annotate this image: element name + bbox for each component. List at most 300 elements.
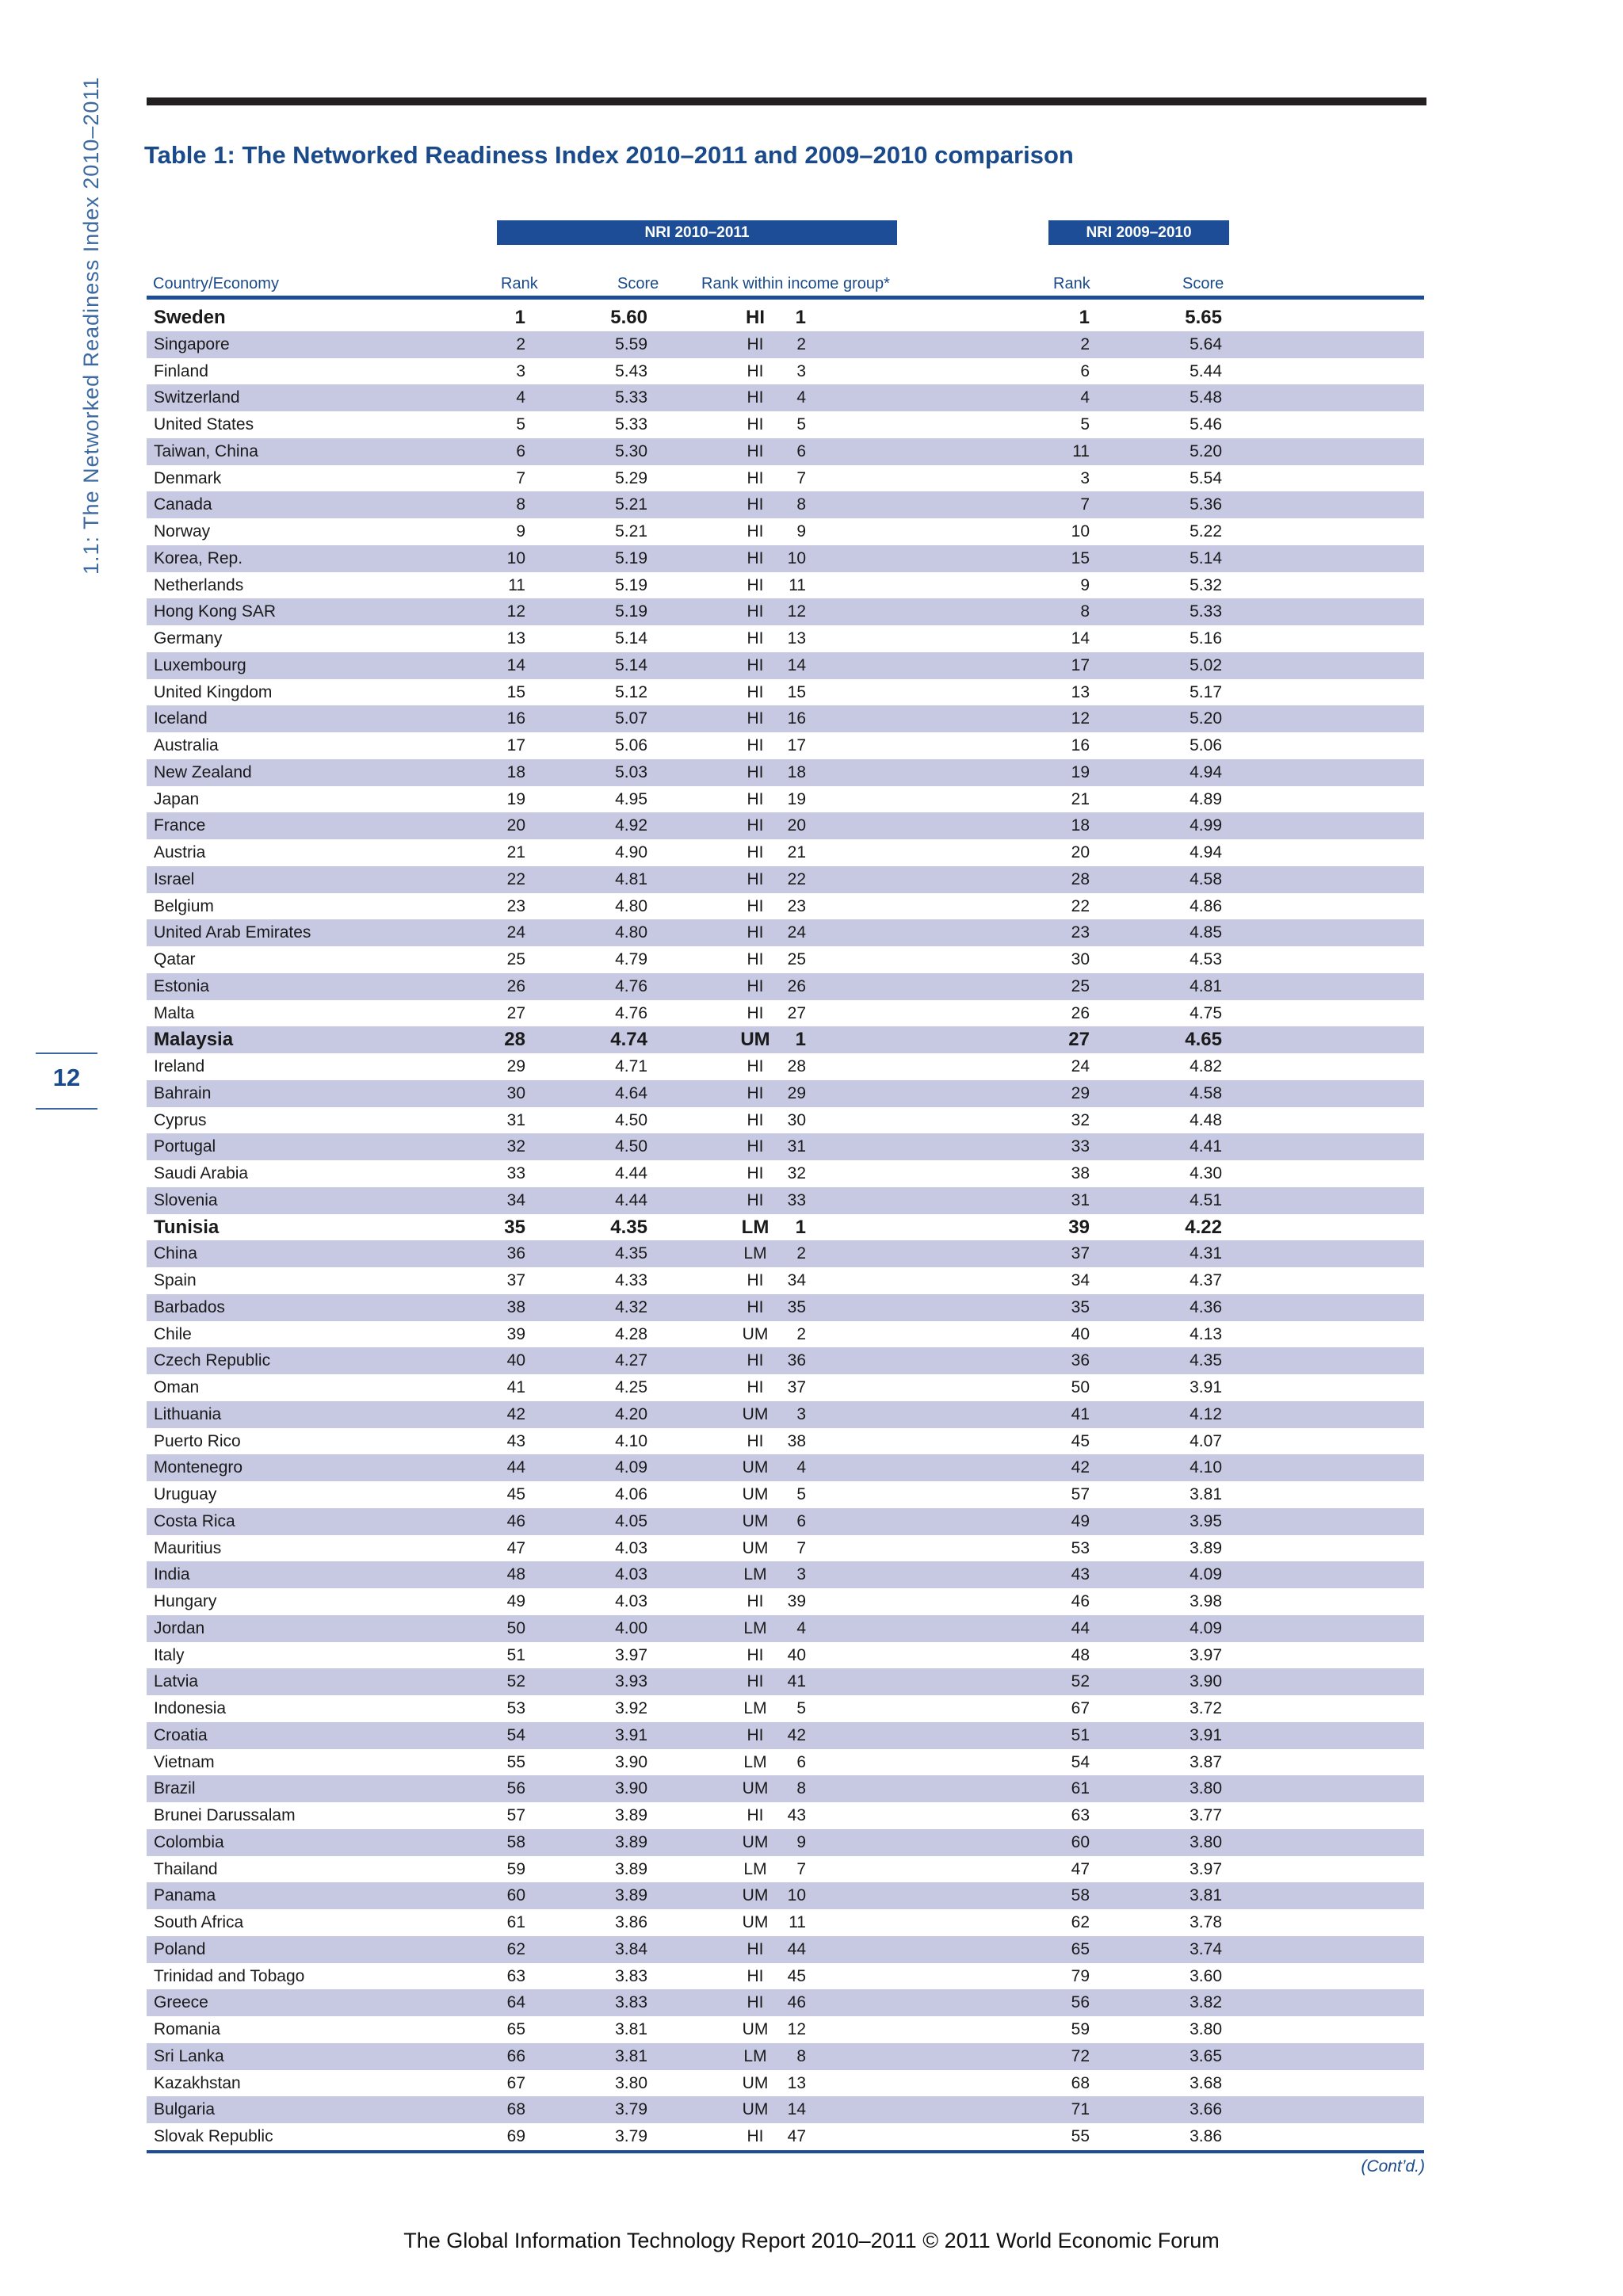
cell-country: Austria	[154, 843, 206, 861]
cell-prev-score: 5.32	[1190, 575, 1222, 594]
cell-prev-score: 3.77	[1190, 1806, 1222, 1824]
cell-income-group: HI	[747, 843, 764, 861]
cell-country: Malta	[154, 1003, 195, 1022]
table-row	[147, 331, 1424, 358]
cell-rank: 1	[514, 307, 525, 328]
cell-prev-score: 3.68	[1190, 2073, 1222, 2092]
cell-score: 5.19	[615, 548, 647, 567]
cell-score: 5.33	[615, 388, 647, 407]
cell-score: 3.79	[615, 2127, 647, 2145]
table-row	[147, 1668, 1424, 1695]
cell-score: 5.19	[615, 575, 647, 594]
cell-score: 5.14	[615, 629, 647, 648]
table-row	[147, 1053, 1424, 1080]
cell-income-group: UM	[742, 1538, 769, 1557]
cell-score: 4.03	[615, 1565, 647, 1584]
cell-prev-rank: 31	[1071, 1190, 1090, 1209]
cell-income-group: HI	[746, 307, 765, 328]
cell-prev-rank: 63	[1071, 1806, 1090, 1824]
cell-score: 4.74	[610, 1029, 647, 1051]
cell-rank: 35	[504, 1216, 525, 1238]
cell-prev-rank: 33	[1071, 1137, 1090, 1156]
footer: The Global Information Technology Report 2010–2011 © 2011 World Economic Forum	[403, 2229, 1220, 2252]
cell-income-group: UM	[742, 1404, 769, 1423]
cell-rank: 2	[516, 334, 525, 353]
cell-score: 3.93	[615, 1672, 647, 1691]
cell-group-rank: 47	[787, 2127, 806, 2145]
cell-score: 4.32	[615, 1297, 647, 1316]
cell-group-rank: 46	[787, 1993, 806, 2012]
cell-prev-score: 5.36	[1190, 495, 1222, 514]
cell-income-group: HI	[747, 950, 764, 968]
table-row	[147, 2123, 1424, 2150]
cell-prev-rank: 38	[1071, 1164, 1090, 1182]
table-row	[147, 1240, 1424, 1267]
table-row	[147, 866, 1424, 893]
cell-prev-score: 3.91	[1190, 1378, 1222, 1396]
cell-country: Brunei Darussalam	[154, 1806, 296, 1824]
cell-income-group: HI	[747, 896, 764, 915]
cell-country: Latvia	[154, 1672, 199, 1691]
cell-rank: 46	[506, 1511, 525, 1530]
cell-rank: 54	[506, 1725, 525, 1744]
cell-country: Switzerland	[154, 388, 240, 407]
cell-prev-score: 5.02	[1190, 655, 1222, 674]
cell-group-rank: 4	[796, 388, 806, 407]
cell-income-group: UM	[742, 2073, 769, 2092]
cell-country: Hong Kong SAR	[154, 602, 277, 621]
cell-prev-score: 3.66	[1190, 2100, 1222, 2119]
table-row	[147, 839, 1424, 866]
cell-rank: 17	[506, 736, 525, 755]
table-row	[147, 1374, 1424, 1401]
table-body	[147, 304, 1424, 2150]
cell-rank: 65	[506, 2020, 525, 2038]
cell-prev-score: 3.74	[1190, 1939, 1222, 1958]
cell-prev-rank: 29	[1071, 1083, 1090, 1102]
cell-prev-rank: 65	[1071, 1939, 1090, 1958]
cell-rank: 12	[506, 602, 525, 621]
cell-income-group: HI	[747, 361, 764, 380]
cell-prev-score: 5.14	[1190, 548, 1222, 567]
cell-score: 4.79	[615, 950, 647, 968]
table-row	[147, 1481, 1424, 1508]
cell-country: United Kingdom	[154, 682, 273, 701]
cell-income-group: HI	[747, 2127, 764, 2145]
cell-country: Slovenia	[154, 1190, 218, 1209]
cell-country: Bulgaria	[154, 2100, 216, 2119]
cell-income-group: HI	[747, 1645, 764, 1664]
cell-group-rank: 41	[787, 1672, 806, 1691]
cell-income-group: HI	[747, 575, 764, 594]
cell-income-group: HI	[747, 655, 764, 674]
cell-income-group: HI	[747, 1110, 764, 1129]
cell-prev-rank: 54	[1071, 1752, 1090, 1771]
cell-country: Uruguay	[154, 1485, 217, 1503]
table-row	[147, 572, 1424, 599]
cell-rank: 29	[506, 1057, 525, 1075]
cell-rank: 37	[506, 1271, 525, 1289]
cell-rank: 39	[506, 1324, 525, 1343]
cell-income-group: HI	[747, 682, 764, 701]
cell-country: Spain	[154, 1271, 197, 1289]
cell-rank: 60	[506, 1886, 525, 1905]
cell-country: United States	[154, 415, 254, 434]
cell-country: Iceland	[154, 709, 208, 728]
cell-rank: 27	[506, 1003, 525, 1022]
cell-rank: 20	[506, 816, 525, 835]
cell-prev-rank: 15	[1071, 548, 1090, 567]
cell-country: Puerto Rico	[154, 1431, 241, 1450]
cell-score: 3.79	[615, 2100, 647, 2119]
cell-prev-score: 4.85	[1190, 923, 1222, 942]
cell-income-group: UM	[742, 1324, 769, 1343]
cell-group-rank: 24	[787, 923, 806, 942]
cell-country: India	[154, 1565, 190, 1584]
table-row	[147, 1963, 1424, 1990]
cell-score: 4.33	[615, 1271, 647, 1289]
top-rule	[147, 97, 1426, 105]
cell-prev-rank: 41	[1071, 1404, 1090, 1423]
cell-income-group: UM	[742, 1779, 769, 1798]
cell-prev-rank: 32	[1071, 1110, 1090, 1129]
cell-income-group: HI	[747, 1190, 764, 1209]
cell-prev-rank: 55	[1071, 2127, 1090, 2145]
cell-prev-score: 4.65	[1185, 1029, 1222, 1051]
cell-country: United Arab Emirates	[154, 923, 311, 942]
cell-rank: 56	[506, 1779, 525, 1798]
cell-score: 3.89	[615, 1806, 647, 1824]
table-row	[147, 1695, 1424, 1722]
cell-country: Qatar	[154, 950, 196, 968]
cell-prev-rank: 25	[1071, 976, 1090, 995]
cell-country: Cyprus	[154, 1110, 207, 1129]
cell-group-rank: 9	[796, 522, 806, 541]
cell-group-rank: 4	[796, 1618, 806, 1637]
cell-prev-rank: 30	[1071, 950, 1090, 968]
cell-group-rank: 3	[796, 361, 806, 380]
cell-income-group: UM	[742, 1832, 769, 1851]
cell-country: Vietnam	[154, 1752, 215, 1771]
cell-country: Colombia	[154, 1832, 224, 1851]
cell-country: Chile	[154, 1324, 192, 1343]
cell-prev-score: 4.09	[1190, 1618, 1222, 1637]
table-row	[147, 2070, 1424, 2097]
cell-group-rank: 39	[787, 1592, 806, 1610]
cell-country: Germany	[154, 629, 223, 648]
cell-prev-rank: 7	[1080, 495, 1090, 514]
cell-country: Netherlands	[154, 575, 244, 594]
cell-rank: 31	[506, 1110, 525, 1129]
table-row	[147, 1829, 1424, 1856]
table-row	[147, 1160, 1424, 1187]
cell-rank: 67	[506, 2073, 525, 2092]
cell-group-rank: 2	[796, 1324, 806, 1343]
cell-prev-score: 5.46	[1190, 415, 1222, 434]
cell-rank: 44	[506, 1458, 525, 1477]
cell-country: Estonia	[154, 976, 210, 995]
cell-prev-score: 4.86	[1190, 896, 1222, 915]
cell-score: 3.90	[615, 1752, 647, 1771]
cell-prev-rank: 10	[1071, 522, 1090, 541]
cell-income-group: HI	[747, 789, 764, 808]
cell-group-rank: 12	[787, 602, 806, 621]
cell-income-group: UM	[742, 1511, 769, 1530]
cell-group-rank: 14	[787, 655, 806, 674]
cell-group-rank: 26	[787, 976, 806, 995]
cell-prev-rank: 67	[1071, 1699, 1090, 1717]
cell-rank: 4	[516, 388, 525, 407]
cell-prev-rank: 53	[1071, 1538, 1090, 1557]
cell-rank: 45	[506, 1485, 525, 1503]
cell-rank: 28	[504, 1029, 525, 1051]
cell-prev-score: 3.72	[1190, 1699, 1222, 1717]
table-row	[147, 1428, 1424, 1455]
cell-group-rank: 1	[795, 1216, 806, 1238]
header-prev-rank: Rank	[1053, 275, 1090, 292]
cell-rank: 19	[506, 789, 525, 808]
cell-score: 5.19	[615, 602, 647, 621]
cell-country: Romania	[154, 2020, 221, 2038]
table-row	[147, 1107, 1424, 1134]
cell-prev-rank: 11	[1072, 441, 1090, 460]
cell-prev-score: 4.89	[1190, 789, 1222, 808]
cell-prev-rank: 8	[1080, 602, 1090, 621]
cell-rank: 22	[506, 869, 525, 888]
cell-rank: 7	[516, 468, 525, 487]
cell-score: 4.50	[615, 1137, 647, 1156]
table-row	[147, 598, 1424, 625]
cell-rank: 33	[506, 1164, 525, 1182]
cell-prev-rank: 43	[1071, 1565, 1090, 1584]
cell-country: Tunisia	[154, 1216, 220, 1238]
cell-score: 4.35	[610, 1216, 647, 1238]
cell-group-rank: 33	[787, 1190, 806, 1209]
cell-income-group: HI	[747, 415, 764, 434]
cell-group-rank: 18	[787, 762, 806, 781]
table-row	[147, 759, 1424, 786]
cell-group-rank: 20	[787, 816, 806, 835]
cell-prev-score: 3.81	[1190, 1485, 1222, 1503]
cell-income-group: HI	[747, 1137, 764, 1156]
cell-prev-rank: 37	[1071, 1244, 1090, 1263]
cell-rank: 30	[506, 1083, 525, 1102]
cell-prev-score: 3.65	[1190, 2046, 1222, 2065]
cell-rank: 6	[516, 441, 525, 460]
cell-prev-rank: 56	[1071, 1993, 1090, 2012]
cell-score: 3.81	[615, 2046, 647, 2065]
cell-prev-score: 5.17	[1190, 682, 1222, 701]
cell-income-group: UM	[742, 1886, 769, 1905]
page-number: 12	[52, 1064, 81, 1091]
table-row	[147, 1882, 1424, 1909]
cell-income-group: HI	[747, 1351, 764, 1370]
cell-prev-score: 4.51	[1190, 1190, 1222, 1209]
cell-score: 4.64	[615, 1083, 647, 1102]
cell-country: Taiwan, China	[154, 441, 258, 460]
cell-country: Trinidad and Tobago	[154, 1966, 305, 1985]
cell-prev-score: 3.91	[1190, 1725, 1222, 1744]
cell-prev-score: 4.31	[1190, 1244, 1222, 1263]
cell-prev-rank: 21	[1071, 789, 1090, 808]
cell-income-group: HI	[747, 816, 764, 835]
cell-group-rank: 23	[787, 896, 806, 915]
cell-rank: 58	[506, 1832, 525, 1851]
cell-group-rank: 10	[787, 1886, 806, 1905]
cell-rank: 40	[506, 1351, 525, 1370]
cell-group-rank: 6	[796, 1752, 806, 1771]
cell-score: 5.21	[615, 495, 647, 514]
cell-group-rank: 9	[796, 1832, 806, 1851]
table-row	[147, 679, 1424, 706]
table-row	[147, 1561, 1424, 1588]
cell-income-group: HI	[747, 709, 764, 728]
cell-group-rank: 8	[796, 2046, 806, 2065]
cell-prev-rank: 50	[1071, 1378, 1090, 1396]
cell-country: Oman	[154, 1378, 200, 1396]
cell-group-rank: 7	[796, 1859, 806, 1878]
cell-prev-score: 3.90	[1190, 1672, 1222, 1691]
cell-group-rank: 17	[787, 736, 806, 755]
cell-country: Saudi Arabia	[154, 1164, 249, 1182]
table-row	[147, 1588, 1424, 1615]
cell-income-group: UM	[740, 1029, 770, 1051]
cell-country: Norway	[154, 522, 211, 541]
cell-prev-score: 3.86	[1190, 2127, 1222, 2145]
cell-income-group: HI	[747, 522, 764, 541]
cell-prev-score: 3.80	[1190, 1832, 1222, 1851]
table-row	[147, 1615, 1424, 1642]
cell-rank: 47	[506, 1538, 525, 1557]
cell-score: 5.30	[615, 441, 647, 460]
cell-group-rank: 13	[787, 629, 806, 648]
cell-prev-score: 4.13	[1190, 1324, 1222, 1343]
header-prev-score: Score	[1182, 275, 1224, 292]
cell-country: Israel	[154, 869, 195, 888]
cell-prev-score: 4.75	[1190, 1003, 1222, 1022]
cell-country: Lithuania	[154, 1404, 222, 1423]
table-row	[147, 1080, 1424, 1107]
cell-prev-score: 4.35	[1190, 1351, 1222, 1370]
table-row	[147, 1722, 1424, 1749]
cell-score: 3.80	[615, 2073, 647, 2092]
cell-country: Bahrain	[154, 1083, 212, 1102]
cell-prev-score: 4.94	[1190, 843, 1222, 861]
cell-rank: 49	[506, 1592, 525, 1610]
cell-group-rank: 8	[796, 495, 806, 514]
table-row	[147, 946, 1424, 973]
table-row	[147, 1321, 1424, 1348]
cell-prev-score: 3.87	[1190, 1752, 1222, 1771]
cell-income-group: HI	[747, 1592, 764, 1610]
table-row	[147, 973, 1424, 1000]
cell-group-rank: 14	[787, 2100, 806, 2119]
cell-income-group: HI	[747, 388, 764, 407]
cell-country: Malaysia	[154, 1029, 234, 1051]
group-header-previous: NRI 2009–2010	[1048, 220, 1229, 245]
cell-income-group: HI	[747, 441, 764, 460]
cell-score: 4.95	[615, 789, 647, 808]
table-row	[147, 1187, 1424, 1214]
table-row	[147, 732, 1424, 759]
cell-income-group: HI	[747, 602, 764, 621]
cell-group-rank: 16	[787, 709, 806, 728]
cell-group-rank: 43	[787, 1806, 806, 1824]
cell-prev-rank: 48	[1071, 1645, 1090, 1664]
cell-prev-score: 4.99	[1190, 816, 1222, 835]
cell-group-rank: 5	[796, 415, 806, 434]
cell-income-group: LM	[743, 1752, 767, 1771]
cell-prev-score: 5.64	[1190, 334, 1222, 353]
cell-prev-rank: 20	[1071, 843, 1090, 861]
cell-income-group: HI	[747, 1378, 764, 1396]
cell-group-rank: 30	[787, 1110, 806, 1129]
cell-rank: 51	[506, 1645, 525, 1664]
cell-rank: 64	[506, 1993, 525, 2012]
cell-income-group: HI	[747, 334, 764, 353]
cell-prev-rank: 4	[1080, 388, 1090, 407]
cell-prev-score: 5.22	[1190, 522, 1222, 541]
cell-country: Greece	[154, 1993, 208, 2012]
cell-rank: 18	[506, 762, 525, 781]
cell-score: 4.20	[615, 1404, 647, 1423]
cell-prev-rank: 2	[1080, 334, 1090, 353]
table-row	[147, 652, 1424, 679]
cell-rank: 61	[506, 1913, 525, 1931]
cell-rank: 23	[506, 896, 525, 915]
cell-country: Poland	[154, 1939, 206, 1958]
cell-income-group: LM	[743, 1565, 767, 1584]
cell-prev-rank: 61	[1071, 1779, 1090, 1798]
cell-prev-score: 4.41	[1190, 1137, 1222, 1156]
cell-score: 4.28	[615, 1324, 647, 1343]
cell-score: 5.14	[615, 655, 647, 674]
cell-rank: 69	[506, 2127, 525, 2145]
cell-group-rank: 37	[787, 1378, 806, 1396]
cell-prev-rank: 42	[1071, 1458, 1090, 1477]
cell-country: Costa Rica	[154, 1511, 235, 1530]
table-row	[147, 812, 1424, 839]
cell-prev-rank: 23	[1071, 923, 1090, 942]
cell-group-rank: 29	[787, 1083, 806, 1102]
cell-income-group: UM	[742, 2100, 769, 2119]
cell-score: 3.89	[615, 1886, 647, 1905]
cell-group-rank: 1	[795, 1029, 806, 1051]
cell-country: Jordan	[154, 1618, 205, 1637]
cell-country: Czech Republic	[154, 1351, 271, 1370]
cell-income-group: HI	[747, 468, 764, 487]
cell-prev-rank: 26	[1071, 1003, 1090, 1022]
cell-prev-rank: 39	[1068, 1216, 1090, 1238]
cell-income-group: HI	[747, 1057, 764, 1075]
cell-income-group: HI	[747, 1806, 764, 1824]
cell-score: 5.29	[615, 468, 647, 487]
bottom-rule	[147, 2150, 1424, 2153]
table-row	[147, 518, 1424, 545]
cell-score: 5.21	[615, 522, 647, 541]
cell-rank: 25	[506, 950, 525, 968]
cell-score: 4.50	[615, 1110, 647, 1129]
cell-income-group: HI	[747, 976, 764, 995]
cell-prev-score: 3.60	[1190, 1966, 1222, 1985]
cell-prev-rank: 51	[1071, 1725, 1090, 1744]
cell-prev-score: 4.58	[1190, 869, 1222, 888]
cell-score: 3.81	[615, 2020, 647, 2038]
cell-score: 4.03	[615, 1538, 647, 1557]
table-row	[147, 786, 1424, 813]
cell-prev-rank: 45	[1071, 1431, 1090, 1450]
cell-country: Croatia	[154, 1725, 208, 1744]
